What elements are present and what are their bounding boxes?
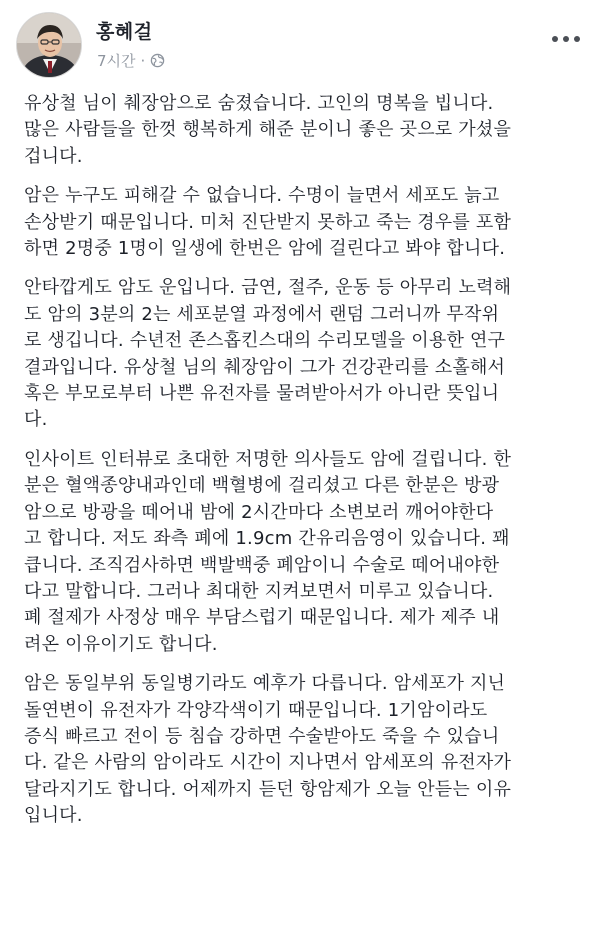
avatar-image xyxy=(17,13,82,78)
more-horizontal-icon xyxy=(551,35,581,43)
avatar[interactable] xyxy=(16,12,82,78)
post-text-line: 암은 동일부위 동일병기라도 예후가 다릅니다. 암세포가 지닌 xyxy=(24,673,506,695)
post-time[interactable]: 7시간 xyxy=(97,52,136,70)
post-body xyxy=(24,91,594,843)
post-text-line: 손상받기 때문입니다. 미처 진단받지 못하고 죽는 경우를 포함 xyxy=(24,211,512,233)
post-text-line: 암으로 방광을 떼어내 밤에 2시간마다 소변보러 깨어야한다 xyxy=(24,501,494,523)
post-text-line: 혹은 부모로부터 나쁜 유전자를 물려받아서가 아니란 뜻입니 xyxy=(24,383,500,405)
post-text-line: 암은 누구도 피해갈 수 없습니다. 수명이 늘면서 세포도 늙고 xyxy=(24,185,500,207)
post-text-line: 유상철 님이 췌장암으로 숨졌습니다. 고인의 명복을 빕니다. xyxy=(24,93,494,114)
post-text-line: 결과입니다. 유상철 님의 췌장암이 그가 건강관리를 소홀해서 xyxy=(24,356,506,378)
post-text-line: 다. 같은 사람의 암이라도 시간이 지나면서 암세포의 유전자가 xyxy=(24,752,512,774)
post-header xyxy=(0,0,600,82)
post-text-line: 큽니다. 조직검사하면 백발백중 폐암이니 수술로 떼어내야한 xyxy=(24,554,500,576)
post-text-line: 고 합니다. 저도 좌측 폐에 1.9cm 간유리음영이 있습니다. 꽤 xyxy=(24,528,510,550)
post-paragraph xyxy=(24,91,594,170)
post-text-line: 려온 이유이기도 합니다. xyxy=(24,633,218,655)
post-text-line: 인사이트 인터뷰로 초대한 저명한 의사들도 암에 걸립니다. 한 xyxy=(24,448,512,470)
more-options-button[interactable] xyxy=(546,24,586,54)
post-text-line: 달라지기도 합니다. 어제까지 듣던 항암제가 오늘 안듣는 이유 xyxy=(24,778,512,800)
globe-icon[interactable] xyxy=(150,53,165,68)
post-text-line: 안타깝게도 암도 운입니다. 금연, 절주, 운동 등 아무리 노력해 xyxy=(24,277,512,299)
post-text-line: 하면 2명중 1명이 일생에 한번은 암에 걸린다고 봐야 합니다. xyxy=(24,238,506,260)
post-text-line: 다고 말합니다. 그러나 최대한 지켜보면서 미루고 있습니다. xyxy=(24,580,494,602)
post-meta xyxy=(97,50,165,71)
post-text-line: 폐 절제가 사정상 매우 부담스럽기 때문입니다. 제가 제주 내 xyxy=(24,607,500,629)
post-text-line: 분은 혈액종양내과인데 백혈병에 걸리셨고 다른 한분은 방광 xyxy=(24,475,500,497)
post-paragraph xyxy=(24,275,594,433)
post-text-line: 많은 사람들을 한껏 행복하게 해준 분이니 좋은 곳으로 가셨을 xyxy=(24,119,512,141)
author-name[interactable]: 홍혜걸 xyxy=(96,21,153,43)
post-text-line: 돌연변이 유전자가 각양각색이기 때문입니다. 1기암이라도 xyxy=(24,699,488,721)
post-paragraph xyxy=(24,183,594,262)
post-text-line: 로 생깁니다. 수년전 존스홉킨스대의 수리모델을 이용한 연구 xyxy=(24,330,506,352)
post-paragraph xyxy=(24,447,594,658)
post-text-line: 다. xyxy=(24,409,48,431)
post-text-line: 도 암의 3분의 2는 세포분열 과정에서 랜덤 그러니까 무작위 xyxy=(24,303,500,325)
post-paragraph xyxy=(24,671,594,829)
post-text-line: 입니다. xyxy=(24,805,83,827)
post-text-line: 겁니다. xyxy=(24,145,83,167)
post-text-line: 증식 빠르고 전이 등 침습 강하면 수술받아도 죽을 수 있습니 xyxy=(24,725,500,747)
meta-separator: · xyxy=(140,51,146,70)
